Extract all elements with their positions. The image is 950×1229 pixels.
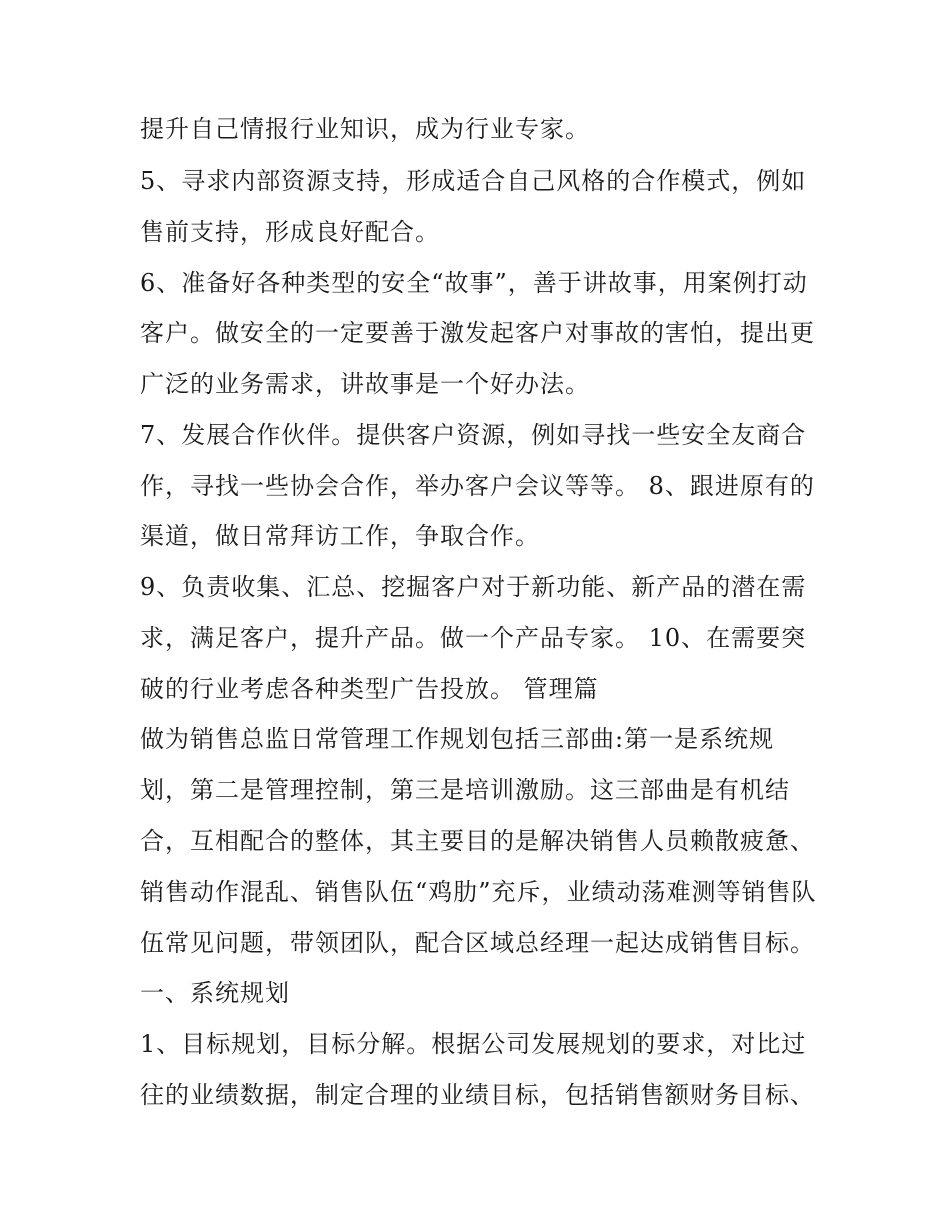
text-line: 客户。做安全的一定要善于激发起客户对事故的害怕，提出更 <box>140 319 815 347</box>
text-line: 划，第二是管理控制，第三是培训激励。这三部曲是有机结 <box>140 776 790 804</box>
section-heading: 一、系统规划 <box>140 979 290 1007</box>
text-line: 提升自己情报行业知识，成为行业专家。 <box>140 115 590 143</box>
text-line: 往的业绩数据，制定合理的业绩目标，包括销售额财务目标、 <box>140 1081 815 1109</box>
text-line: 售前支持，形成良好配合。 <box>140 218 440 246</box>
text-line: 求，满足客户，提升产品。做一个产品专家。 10、在需要突 <box>140 624 807 652</box>
text-line: 6、准备好各种类型的安全“故事”，善于讲故事，用案例打动 <box>140 269 808 297</box>
text-line: 破的行业考虑各种类型广告投放。 管理篇 <box>140 675 599 703</box>
text-line: 作，寻找一些协会合作，举办客户会议等等。 8、跟进原有的 <box>140 472 815 500</box>
text-line: 7、发展合作伙伴。提供客户资源，例如寻找一些安全友商合 <box>140 421 807 449</box>
text-line: 销售动作混乱、销售队伍“鸡肋”充斥，业绩动荡难测等销售队 <box>140 878 817 906</box>
text-line: 广泛的业务需求，讲故事是一个好办法。 <box>140 370 590 398</box>
text-line: 做为销售总监日常管理工作规划包括三部曲:第一是系统规 <box>140 725 775 753</box>
text-line: 渠道，做日常拜访工作，争取合作。 <box>140 522 540 550</box>
text-line: 伍常见问题，带领团队，配合区域总经理一起达成销售目标。 <box>140 929 815 957</box>
text-line: 合，互相配合的整体，其主要目的是解决销售人员赖散疲惫、 <box>140 827 815 855</box>
text-line: 1、目标规划，目标分解。根据公司发展规划的要求，对比过 <box>140 1030 807 1058</box>
text-line: 5、寻求内部资源支持，形成适合自己风格的合作模式，例如 <box>140 167 807 195</box>
text-line: 9、负责收集、汇总、挖掘客户对于新功能、新产品的潜在需 <box>140 573 807 601</box>
